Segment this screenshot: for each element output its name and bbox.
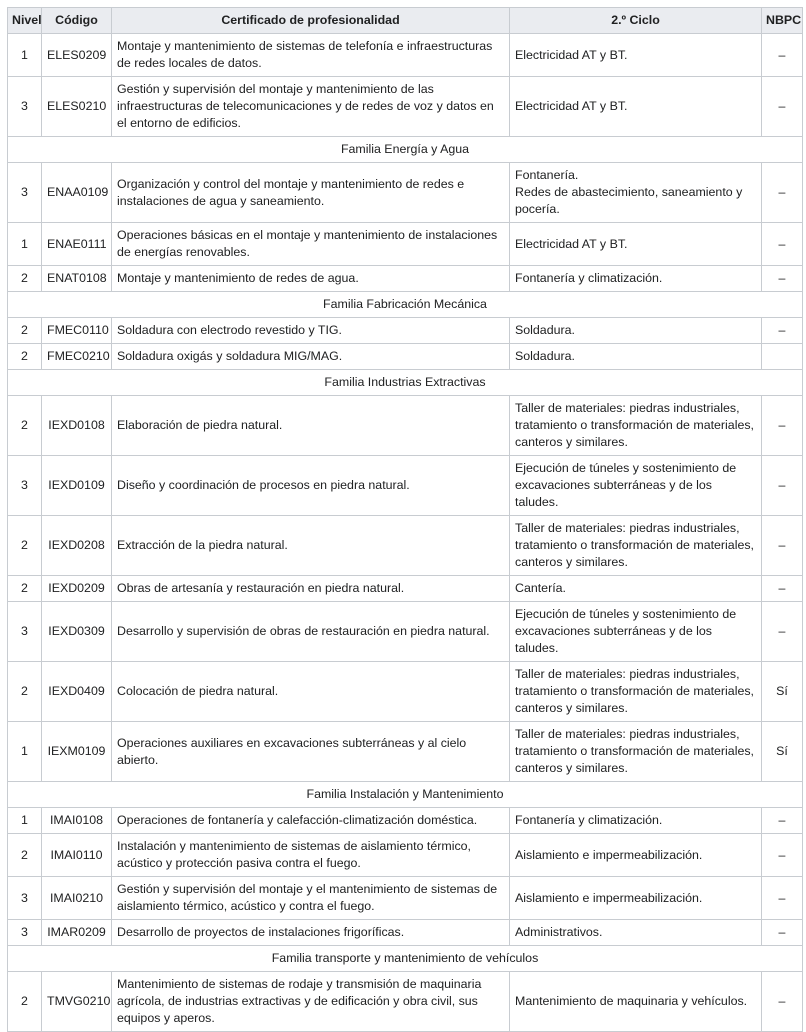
nbpc-cell: – xyxy=(762,266,803,292)
ciclo-cell xyxy=(510,877,762,920)
ciclo-cell xyxy=(510,834,762,877)
codigo-cell: IMAI0110 xyxy=(42,834,112,877)
nbpc-cell: – xyxy=(762,163,803,223)
ciclo-line: Administrativos. xyxy=(515,925,603,939)
header-codigo[interactable]: Código xyxy=(42,8,112,34)
nbpc-cell: – xyxy=(762,576,803,602)
table-row xyxy=(8,877,803,920)
ciclo-line: Taller de materiales: piedras industriales, tratamiento o transformación de materiales, canteros y similares. xyxy=(515,521,754,569)
certificado-cell: Elaboración de piedra natural. xyxy=(112,396,510,456)
certificado-cell: Desarrollo de proyectos de instalaciones frigoríficas. xyxy=(112,920,510,946)
nivel-cell: 2 xyxy=(8,516,42,576)
codigo-cell: ELES0210 xyxy=(42,77,112,137)
header-nivel[interactable]: Nivel xyxy=(8,8,42,34)
ciclo-cell xyxy=(510,602,762,662)
family-label: Familia Instalación y Mantenimiento xyxy=(8,782,803,808)
header-ciclo[interactable]: 2.º Ciclo xyxy=(510,8,762,34)
certificado-cell: Instalación y mantenimiento de sistemas de aislamiento térmico, acústico y protección pasiva contra el fuego. xyxy=(112,834,510,877)
ciclo-line: Taller de materiales: piedras industriales, tratamiento o transformación de materiales, canteros y similares. xyxy=(515,667,754,715)
nbpc-cell: – xyxy=(762,877,803,920)
codigo-cell: ELES0209 xyxy=(42,34,112,77)
header-certificado[interactable]: Certificado de profesionalidad xyxy=(112,8,510,34)
ciclo-line: Ejecución de túneles y sostenimiento de excavaciones subterráneas y de los taludes. xyxy=(515,461,737,509)
codigo-cell: IMAI0108 xyxy=(42,808,112,834)
certificado-cell: Extracción de la piedra natural. xyxy=(112,516,510,576)
ciclo-cell xyxy=(510,318,762,344)
nbpc-cell: – xyxy=(762,602,803,662)
family-label: Familia transporte y mantenimiento de vehículos xyxy=(8,946,803,972)
ciclo-cell xyxy=(510,722,762,782)
nbpc-cell: – xyxy=(762,516,803,576)
certificado-cell: Gestión y supervisión del montaje y mantenimiento de las infraestructuras de telecomunicaciones y de redes de voz y datos en el entorno de edificios. xyxy=(112,77,510,137)
nivel-cell: 2 xyxy=(8,576,42,602)
table-row xyxy=(8,318,803,344)
nbpc-cell: – xyxy=(762,834,803,877)
certificado-cell: Operaciones básicas en el montaje y mantenimiento de instalaciones de energías renovables. xyxy=(112,223,510,266)
nivel-cell: 2 xyxy=(8,318,42,344)
ciclo-cell xyxy=(510,266,762,292)
ciclo-cell xyxy=(510,77,762,137)
codigo-cell: IEXD0109 xyxy=(42,456,112,516)
ciclo-cell xyxy=(510,223,762,266)
nbpc-cell: – xyxy=(762,396,803,456)
table-row xyxy=(8,602,803,662)
table-row xyxy=(8,266,803,292)
ciclo-line: Soldadura. xyxy=(515,323,575,337)
codigo-cell: ENAE0111 xyxy=(42,223,112,266)
certificado-cell: Montaje y mantenimiento de sistemas de telefonía e infraestructuras de redes locales de datos. xyxy=(112,34,510,77)
nivel-cell: 3 xyxy=(8,920,42,946)
table-row xyxy=(8,396,803,456)
codigo-cell: IEXD0309 xyxy=(42,602,112,662)
nbpc-cell xyxy=(762,344,803,370)
ciclo-cell xyxy=(510,972,762,1032)
nivel-cell: 3 xyxy=(8,163,42,223)
certificado-cell: Colocación de piedra natural. xyxy=(112,662,510,722)
nbpc-cell: – xyxy=(762,223,803,266)
nivel-cell: 3 xyxy=(8,602,42,662)
nivel-cell: 1 xyxy=(8,808,42,834)
certificado-cell: Desarrollo y supervisión de obras de restauración en piedra natural. xyxy=(112,602,510,662)
ciclo-cell xyxy=(510,920,762,946)
certificado-cell: Soldadura oxigás y soldadura MIG/MAG. xyxy=(112,344,510,370)
certificado-cell: Gestión y supervisión del montaje y el mantenimiento de sistemas de aislamiento térmico, acústico y contra el fuego. xyxy=(112,877,510,920)
nivel-cell: 1 xyxy=(8,223,42,266)
table-row xyxy=(8,516,803,576)
family-label: Familia Energía y Agua xyxy=(8,137,803,163)
nbpc-cell: – xyxy=(762,34,803,77)
codigo-cell: IEXD0108 xyxy=(42,396,112,456)
ciclo-cell xyxy=(510,516,762,576)
ciclo-line: Fontanería y climatización. xyxy=(515,271,663,285)
nivel-cell: 2 xyxy=(8,396,42,456)
family-label: Familia Industrias Extractivas xyxy=(8,370,803,396)
ciclo-line: Aislamiento e impermeabilización. xyxy=(515,847,703,862)
family-label: Familia Fabricación Mecánica xyxy=(8,292,803,318)
nivel-cell: 3 xyxy=(8,456,42,516)
ciclo-line: Fontanería y climatización. xyxy=(515,813,663,827)
nbpc-cell: – xyxy=(762,456,803,516)
table-row xyxy=(8,344,803,370)
nbpc-cell: – xyxy=(762,808,803,834)
ciclo-cell xyxy=(510,808,762,834)
codigo-cell: IEXD0208 xyxy=(42,516,112,576)
codigo-cell: TMVG0210 xyxy=(42,972,112,1032)
ciclo-line: Electricidad AT y BT. xyxy=(515,99,628,113)
table-row xyxy=(8,662,803,722)
ciclo-line: Ejecución de túneles y sostenimiento de excavaciones subterráneas y de los taludes. xyxy=(515,607,737,655)
ciclo-line: Aislamiento e impermeabilización. xyxy=(515,890,703,905)
table-row xyxy=(8,722,803,782)
codigo-cell: ENAA0109 xyxy=(42,163,112,223)
table-row xyxy=(8,223,803,266)
header-nbpc[interactable]: NBPC xyxy=(762,8,803,34)
table-row xyxy=(8,920,803,946)
nivel-cell: 1 xyxy=(8,34,42,77)
certificado-cell: Operaciones auxiliares en excavaciones subterráneas y al cielo abierto. xyxy=(112,722,510,782)
certificado-cell: Obras de artesanía y restauración en piedra natural. xyxy=(112,576,510,602)
table-row xyxy=(8,77,803,137)
nbpc-cell: Sí xyxy=(762,662,803,722)
ciclo-line: Electricidad AT y BT. xyxy=(515,47,628,62)
table-row xyxy=(8,972,803,1032)
family-header-row xyxy=(8,946,803,972)
ciclo-cell xyxy=(510,456,762,516)
ciclo-line: Cantería. xyxy=(515,581,566,595)
table-row xyxy=(8,163,803,223)
ciclo-cell xyxy=(510,344,762,370)
ciclo-line: Taller de materiales: piedras industriales, tratamiento o transformación de materiales, canteros y similares. xyxy=(515,727,754,775)
codigo-cell: IMAI0210 xyxy=(42,877,112,920)
nivel-cell: 3 xyxy=(8,77,42,137)
table-row xyxy=(8,456,803,516)
nivel-cell: 2 xyxy=(8,834,42,877)
ciclo-line: Mantenimiento de maquinaria y vehículos. xyxy=(515,994,748,1008)
ciclo-cell xyxy=(510,576,762,602)
ciclo-line: Soldadura. xyxy=(515,349,575,363)
ciclo-line: Redes de abastecimiento, saneamiento y pocería. xyxy=(515,185,743,216)
nivel-cell: 1 xyxy=(8,722,42,782)
nivel-cell: 2 xyxy=(8,266,42,292)
family-header-row xyxy=(8,292,803,318)
nbpc-cell: – xyxy=(762,972,803,1032)
certificado-cell: Mantenimiento de sistemas de rodaje y transmisión de maquinaria agrícola, de industrias extractivas y de edificación y obra civil, sus equipos y aperos. xyxy=(112,972,510,1032)
nivel-cell: 2 xyxy=(8,662,42,722)
certificado-cell: Montaje y mantenimiento de redes de agua. xyxy=(112,266,510,292)
ciclo-line: Electricidad AT y BT. xyxy=(515,236,628,251)
codigo-cell: FMEC0110 xyxy=(42,318,112,344)
table-row xyxy=(8,834,803,877)
family-header-row xyxy=(8,137,803,163)
certificado-cell: Soldadura con electrodo revestido y TIG. xyxy=(112,318,510,344)
table-header xyxy=(8,8,803,34)
family-header-row xyxy=(8,370,803,396)
ciclo-line: Taller de materiales: piedras industriales, tratamiento o transformación de materiales, canteros y similares. xyxy=(515,401,754,449)
ciclo-cell xyxy=(510,34,762,77)
codigo-cell: FMEC0210 xyxy=(42,344,112,370)
family-header-row xyxy=(8,782,803,808)
table-container xyxy=(7,7,803,1032)
nivel-cell: 3 xyxy=(8,877,42,920)
table-body xyxy=(8,34,803,1032)
codigo-cell: IEXM0109 xyxy=(42,722,112,782)
ciclo-cell xyxy=(510,396,762,456)
ciclo-line: Fontanería. xyxy=(515,168,579,182)
header-row xyxy=(8,8,803,34)
certificados-table xyxy=(7,7,803,1032)
codigo-cell: IEXD0209 xyxy=(42,576,112,602)
ciclo-cell xyxy=(510,163,762,223)
nbpc-cell: – xyxy=(762,77,803,137)
codigo-cell: ENAT0108 xyxy=(42,266,112,292)
table-row xyxy=(8,576,803,602)
certificado-cell: Diseño y coordinación de procesos en piedra natural. xyxy=(112,456,510,516)
ciclo-cell xyxy=(510,662,762,722)
nivel-cell: 2 xyxy=(8,972,42,1032)
nbpc-cell: – xyxy=(762,920,803,946)
codigo-cell: IEXD0409 xyxy=(42,662,112,722)
codigo-cell: IMAR0209 xyxy=(42,920,112,946)
table-row xyxy=(8,808,803,834)
nbpc-cell: – xyxy=(762,318,803,344)
certificado-cell: Operaciones de fontanería y calefacción-climatización doméstica. xyxy=(112,808,510,834)
certificado-cell: Organización y control del montaje y mantenimiento de redes e instalaciones de agua y saneamiento. xyxy=(112,163,510,223)
nivel-cell: 2 xyxy=(8,344,42,370)
table-row xyxy=(8,34,803,77)
nbpc-cell: Sí xyxy=(762,722,803,782)
